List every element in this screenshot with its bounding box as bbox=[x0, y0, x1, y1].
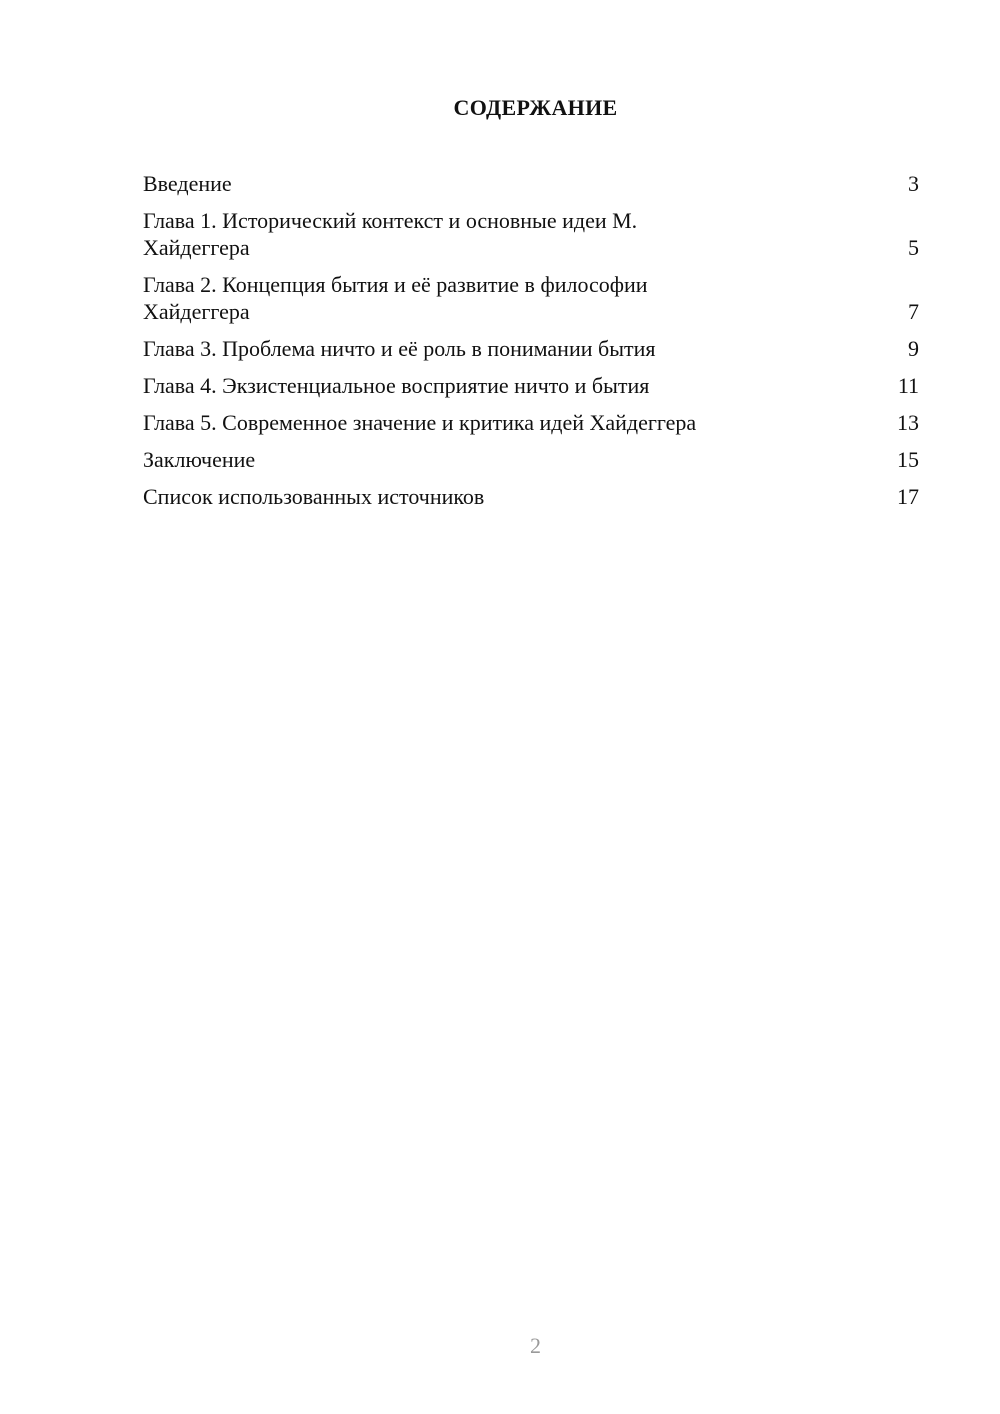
toc-entry-label: Заключение bbox=[143, 447, 256, 472]
toc-entry-label: Введение bbox=[143, 171, 232, 196]
toc-entry-page: 13 bbox=[897, 410, 919, 435]
toc-entry-page: 11 bbox=[897, 373, 919, 398]
toc-entry-chapter-1 bbox=[143, 207, 919, 261]
page-title: СОДЕРЖАНИЕ bbox=[453, 95, 618, 120]
toc-entry-page: 15 bbox=[897, 447, 919, 472]
toc-entry-page: 5 bbox=[908, 235, 919, 260]
toc-entry-chapter-4 bbox=[143, 372, 919, 399]
toc-entry-introduction bbox=[143, 170, 919, 197]
toc-entry-page: 9 bbox=[908, 336, 919, 361]
toc-entry-label: Список использованных источников bbox=[143, 484, 485, 509]
toc-entry-chapter-2 bbox=[143, 271, 919, 325]
toc-entry-chapter-5 bbox=[143, 409, 919, 436]
toc-entry-conclusion bbox=[143, 446, 919, 473]
toc-entry-label: Глава 3. Проблема ничто и её роль в понимании бытия bbox=[143, 336, 656, 361]
toc-entry-label: Глава 4. Экзистенциальное восприятие ничто и бытия bbox=[143, 373, 650, 398]
toc-entry-label: Глава 2. Концепция бытия и её развитие в философии Хайдеггера bbox=[143, 272, 648, 324]
toc-entry-references bbox=[143, 483, 919, 510]
page-number: 2 bbox=[530, 1333, 541, 1358]
table-of-contents bbox=[143, 170, 919, 520]
toc-entry-label: Глава 1. Исторический контекст и основные идеи М. Хайдеггера bbox=[143, 208, 638, 260]
toc-entry-label: Глава 5. Современное значение и критика идей Хайдеггера bbox=[143, 410, 697, 435]
toc-entry-chapter-3 bbox=[143, 335, 919, 362]
toc-entry-page: 7 bbox=[908, 299, 919, 324]
toc-entry-page: 3 bbox=[908, 171, 919, 196]
toc-entry-page: 17 bbox=[897, 484, 919, 509]
